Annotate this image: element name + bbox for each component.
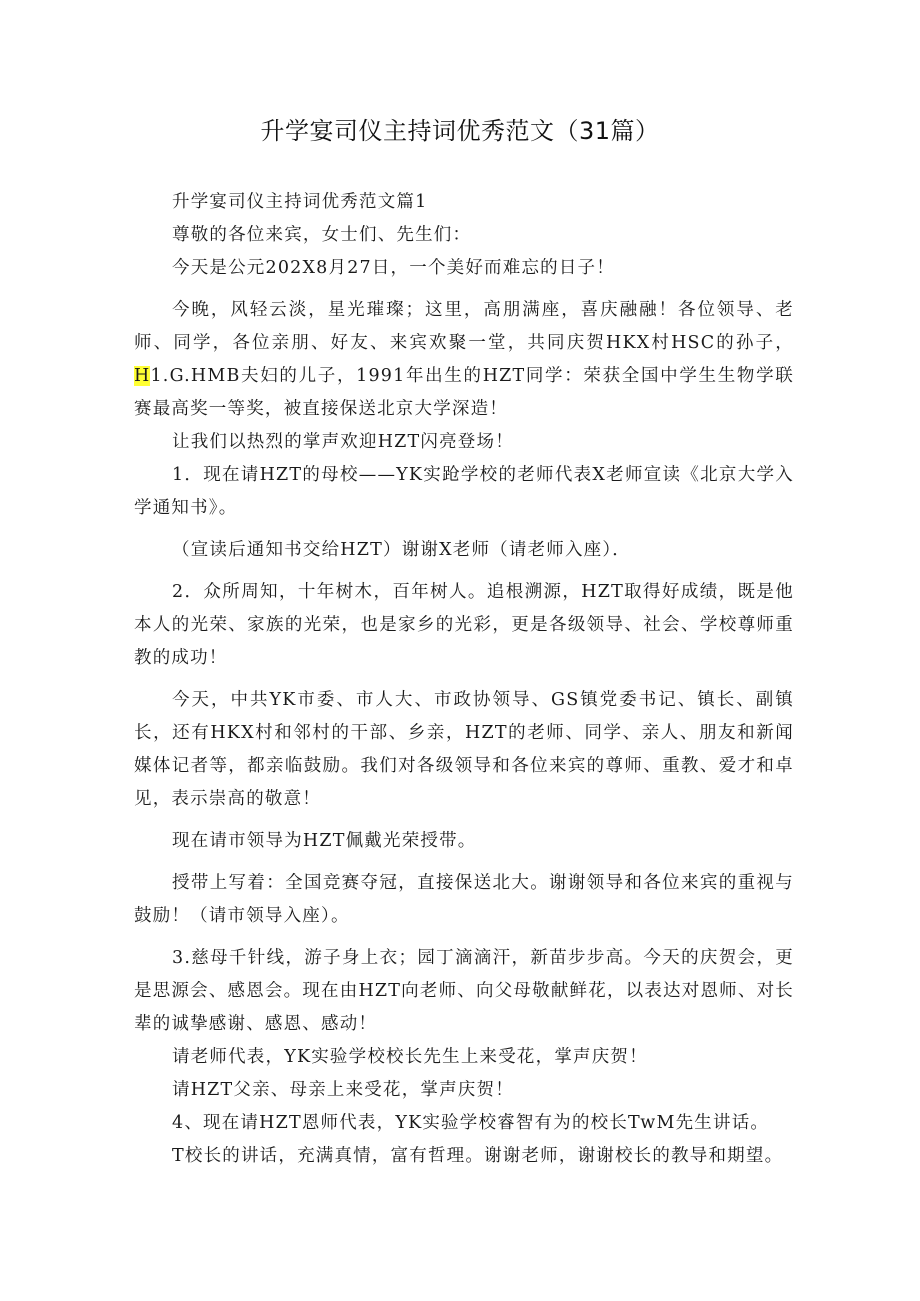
document-body	[134, 186, 794, 1173]
paragraph-parent-flowers: 请HZT父亲、母亲上来受花，掌声庆贺！	[172, 1080, 514, 1100]
paragraph-step-2: 2．众所周知，十年树木，百年树人。追根溯源，HZT取得好成绩，既是他本人的光荣、家族的光荣，也是家乡的光彩，更是各级领导、社会、学校尊师重教的成功！	[134, 582, 794, 668]
paragraph-guests: 今天，中共YK市委、市人大、市政协领导、GS镇党委书记、镇长、副镇长，还有HKX村和邻村的干部、乡亲，HZT的老师、同学、亲人、朋友和新闻媒体记者等，都亲临鼓励。我们对各级领导和各位来宾的尊师、重教、爱才和卓见，表示崇高的敬意！	[134, 690, 794, 809]
paragraph-welcome: 让我们以热烈的掌声欢迎HZT闪亮登场！	[172, 432, 514, 452]
document-title: 升学宴司仪主持词优秀范文（31篇）	[260, 117, 660, 145]
paragraph-opening	[134, 294, 794, 426]
paragraph-sash-text: 授带上写着：全国竞赛夺冠，直接保送北大。谢谢领导和各位来宾的重视与鼓励！（请市领导入座）。	[134, 873, 794, 926]
paragraph-date: 今天是公元202X8月27日，一个美好而难忘的日子！	[172, 258, 615, 278]
paragraph-opening-text: 今晚，风轻云淡，星光璀璨；这里，高朋满座，喜庆融融！各位领导、老师、同学，各位亲朋、好友、来宾欢聚一堂，共同庆贺HKX村HSC的孙子，	[134, 300, 794, 353]
section-heading: 升学宴司仪主持词优秀范文篇1	[172, 192, 428, 212]
highlighted-text: H	[134, 366, 151, 386]
paragraph-closing: T校长的讲话，充满真情，富有哲理。谢谢老师，谢谢校长的教导和期望。	[172, 1146, 784, 1166]
paragraph-step-3: 3.慈母千针线，游子身上衣；园丁滴滴汗，新苗步步高。今天的庆贺会，更是思源会、感恩会。现在由HZT向老师、向父母敬献鲜花，以表达对恩师、对长辈的诚挚感谢、感恩、感动！	[134, 948, 794, 1034]
paragraph-opening-continued: 1.G.HMB夫妇的儿子，1991年出生的HZT同学：荣获全国中学生生物学联赛最高奖一等奖，被直接保送北京大学深造！	[134, 366, 794, 419]
paragraph-sash: 现在请市领导为HZT佩戴光荣授带。	[172, 831, 477, 851]
paragraph-step-4: 4、现在请HZT恩师代表，YK实验学校睿智有为的校长TwM先生讲话。	[172, 1113, 770, 1133]
salutation: 尊敬的各位来宾，女士们、先生们：	[172, 225, 472, 245]
paragraph-step-1-note: （宣读后通知书交给HZT）谢谢X老师（请老师入座）．	[172, 540, 631, 560]
paragraph-step-1: 1．现在请HZT的母校——YK实跄学校的老师代表X老师宣读《北京大学入学通知书》。	[134, 465, 794, 518]
paragraph-teacher-flowers: 请老师代表，YK实验学校校长先生上来受花，掌声庆贺！	[172, 1047, 648, 1067]
